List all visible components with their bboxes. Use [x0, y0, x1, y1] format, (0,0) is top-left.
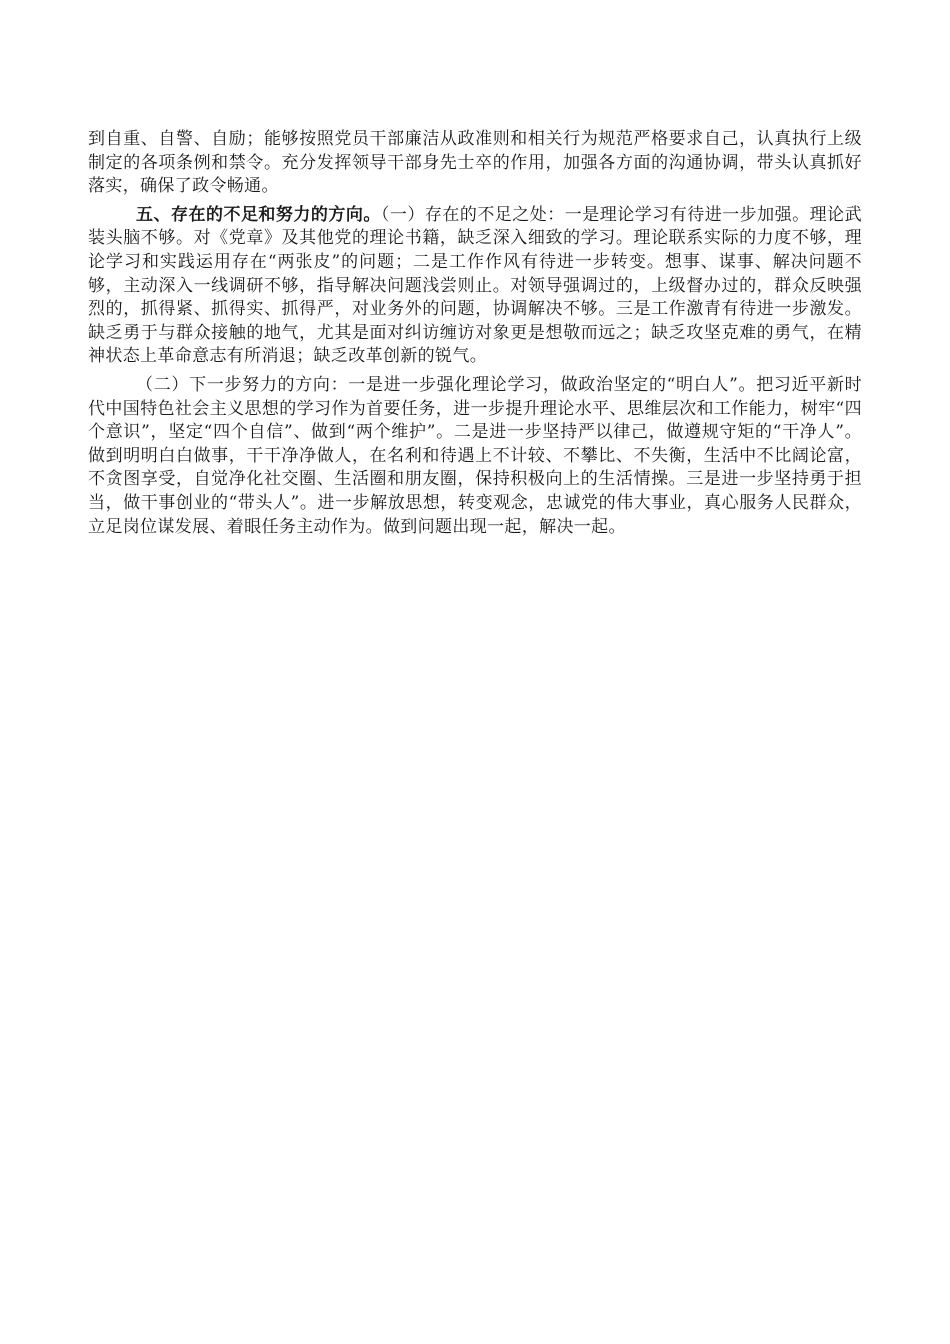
paragraph-continuation [88, 128, 862, 199]
document-body [88, 128, 862, 544]
paragraph-text: 到自重、自警、自励；能够按照党员干部廉洁从政准则和相关行为规范严格要求自己，认真执行上级制定的各项条例和禁令。充分发挥领导干部身先士卒的作用，加强各方面的沟通协调，带头认真抓好落实，确保了政令畅通。 [88, 129, 862, 197]
paragraph-text: （一）存在的不足之处：一是理论学习有待进一步加强。理论武装头脑不够。对《党章》及其他党的理论书籍，缺乏深入细致的学习。理论联系实际的力度不够，理论学习和实践运用存在“两张皮”的问题；二是工作作风有待进一步转变。想事、谋事、解决问题不够，主动深入一线调研不够，指导解决问题浅尝则止。对领导强调过的，上级督办过的，群众反映强烈的，抓得紧、抓得实、抓得严，对业务外的问题，协调解决不够。三是工作激青有待进一步激发。缺乏勇于与群众接触的地气，尤其是面对纠访缠访对象更是想敬而远之；缺乏攻坚克难的勇气，在精神状态上革命意志有所消退；缺乏改革创新的锐气。 [88, 204, 862, 367]
paragraph-next-steps [88, 374, 862, 539]
paragraph-text: （二）下一步努力的方向：一是进一步强化理论学习，做政治坚定的“明白人”。把习近平新时代中国特色社会主义思想的学习作为首要任务，进一步提升理论水平、思维层次和工作能力，树牢“四个意识”，坚定“四个自信”、做到“两个维护”。二是进一步坚持严以律己，做遵规守矩的“干净人”。做到明明白白做事，干干净净做人，在名利和待遇上不计较、不攀比、不失衡，生活中不比阔论富，不贪图享受，自觉净化社交圈、生活圈和朋友圈，保持积极向上的生活情操。三是进一步坚持勇于担当，做干事创业的“带头人”。进一步解放思想，转变观念，忠诚党的伟大事业，真心服务人民群众，立足岗位谋发展、着眼任务主动作为。做到问题出现一起，解决一起。 [88, 374, 862, 537]
section-heading: 五、存在的不足和努力的方向。 [136, 204, 381, 225]
paragraph-section-five [88, 204, 862, 369]
